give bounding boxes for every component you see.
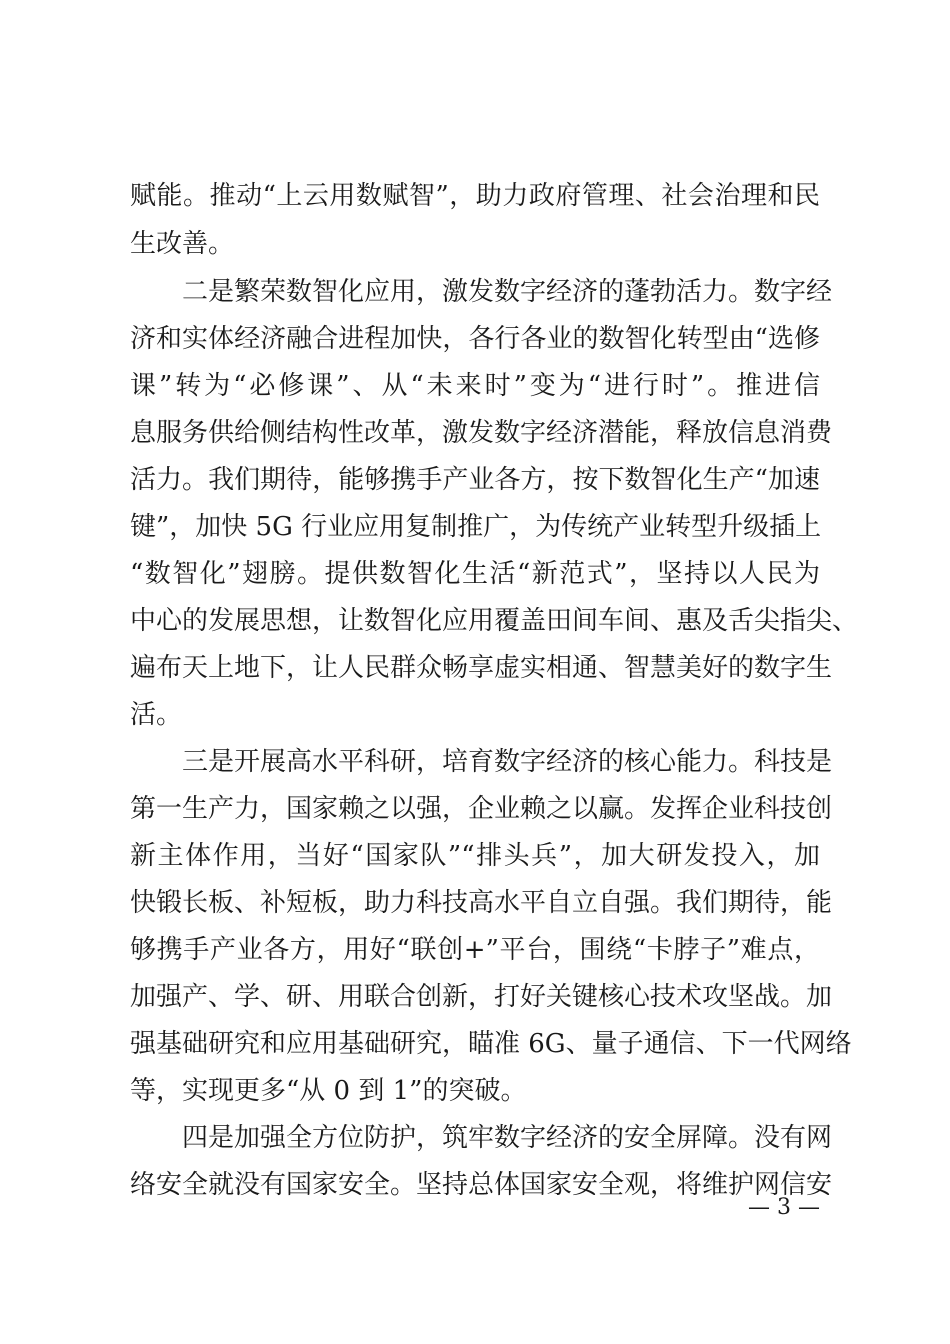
text-line: 快锻长板、补短板，助力科技高水平自立自强。我们期待，能 <box>130 888 833 918</box>
text-line: 新主体作用，当好“国家队”“排头兵”，加大研发投入，加 <box>130 841 820 871</box>
page-number: — 3 — <box>748 1195 820 1220</box>
text-line: 课”转为“必修课”、从“未来时”变为“进行时”。推进信 <box>130 371 820 401</box>
text-line: 第一生产力，国家赖之以强，企业赖之以赢。发挥企业科技创 <box>130 794 833 824</box>
text-line: 活。 <box>130 700 183 730</box>
text-line: 息服务供给侧结构性改革，激发数字经济潜能，释放信息消费 <box>130 418 833 448</box>
text-line: 够携手产业各方，用好“联创+”平台，围绕“卡脖子”难点， <box>130 935 820 965</box>
paragraph-start-line: 三是开展高水平科研，培育数字经济的核心能力。科技是 <box>182 747 833 777</box>
text-line: 遍布天上地下，让人民群众畅享虚实相通、智慧美好的数字生 <box>130 653 833 683</box>
text-line: 赋能。推动“上云用数赋智”，助力政府管理、社会治理和民 <box>130 181 820 211</box>
text-line: 强基础研究和应用基础研究，瞄准 6G、量子通信、下一代网络 <box>130 1029 852 1059</box>
text-line: 络安全就没有国家安全。坚持总体国家安全观，将维护网信安 <box>130 1170 833 1200</box>
text-line: “数智化”翅膀。提供数智化生活“新范式”，坚持以人民为 <box>130 559 820 589</box>
text-line: 生改善。 <box>130 229 235 259</box>
paragraph-start-line: 四是加强全方位防护，筑牢数字经济的安全屏障。没有网 <box>182 1123 833 1153</box>
text-line: 活力。我们期待，能够携手产业各方，按下数智化生产“加速 <box>130 465 820 495</box>
text-line: 济和实体经济融合进程加快，各行各业的数智化转型由“选修 <box>130 324 820 354</box>
text-line: 等，实现更多“从 0 到 1”的突破。 <box>130 1076 527 1106</box>
text-line: 中心的发展思想，让数智化应用覆盖田间车间、惠及舌尖指尖、 <box>130 606 859 636</box>
text-line: 加强产、学、研、用联合创新，打好关键核心技术攻坚战。加 <box>130 982 833 1012</box>
text-line: 键”，加快 5G 行业应用复制推广，为传统产业转型升级插上 <box>130 512 822 542</box>
paragraph-start-line: 二是繁荣数智化应用，激发数字经济的蓬勃活力。数字经 <box>182 277 833 307</box>
